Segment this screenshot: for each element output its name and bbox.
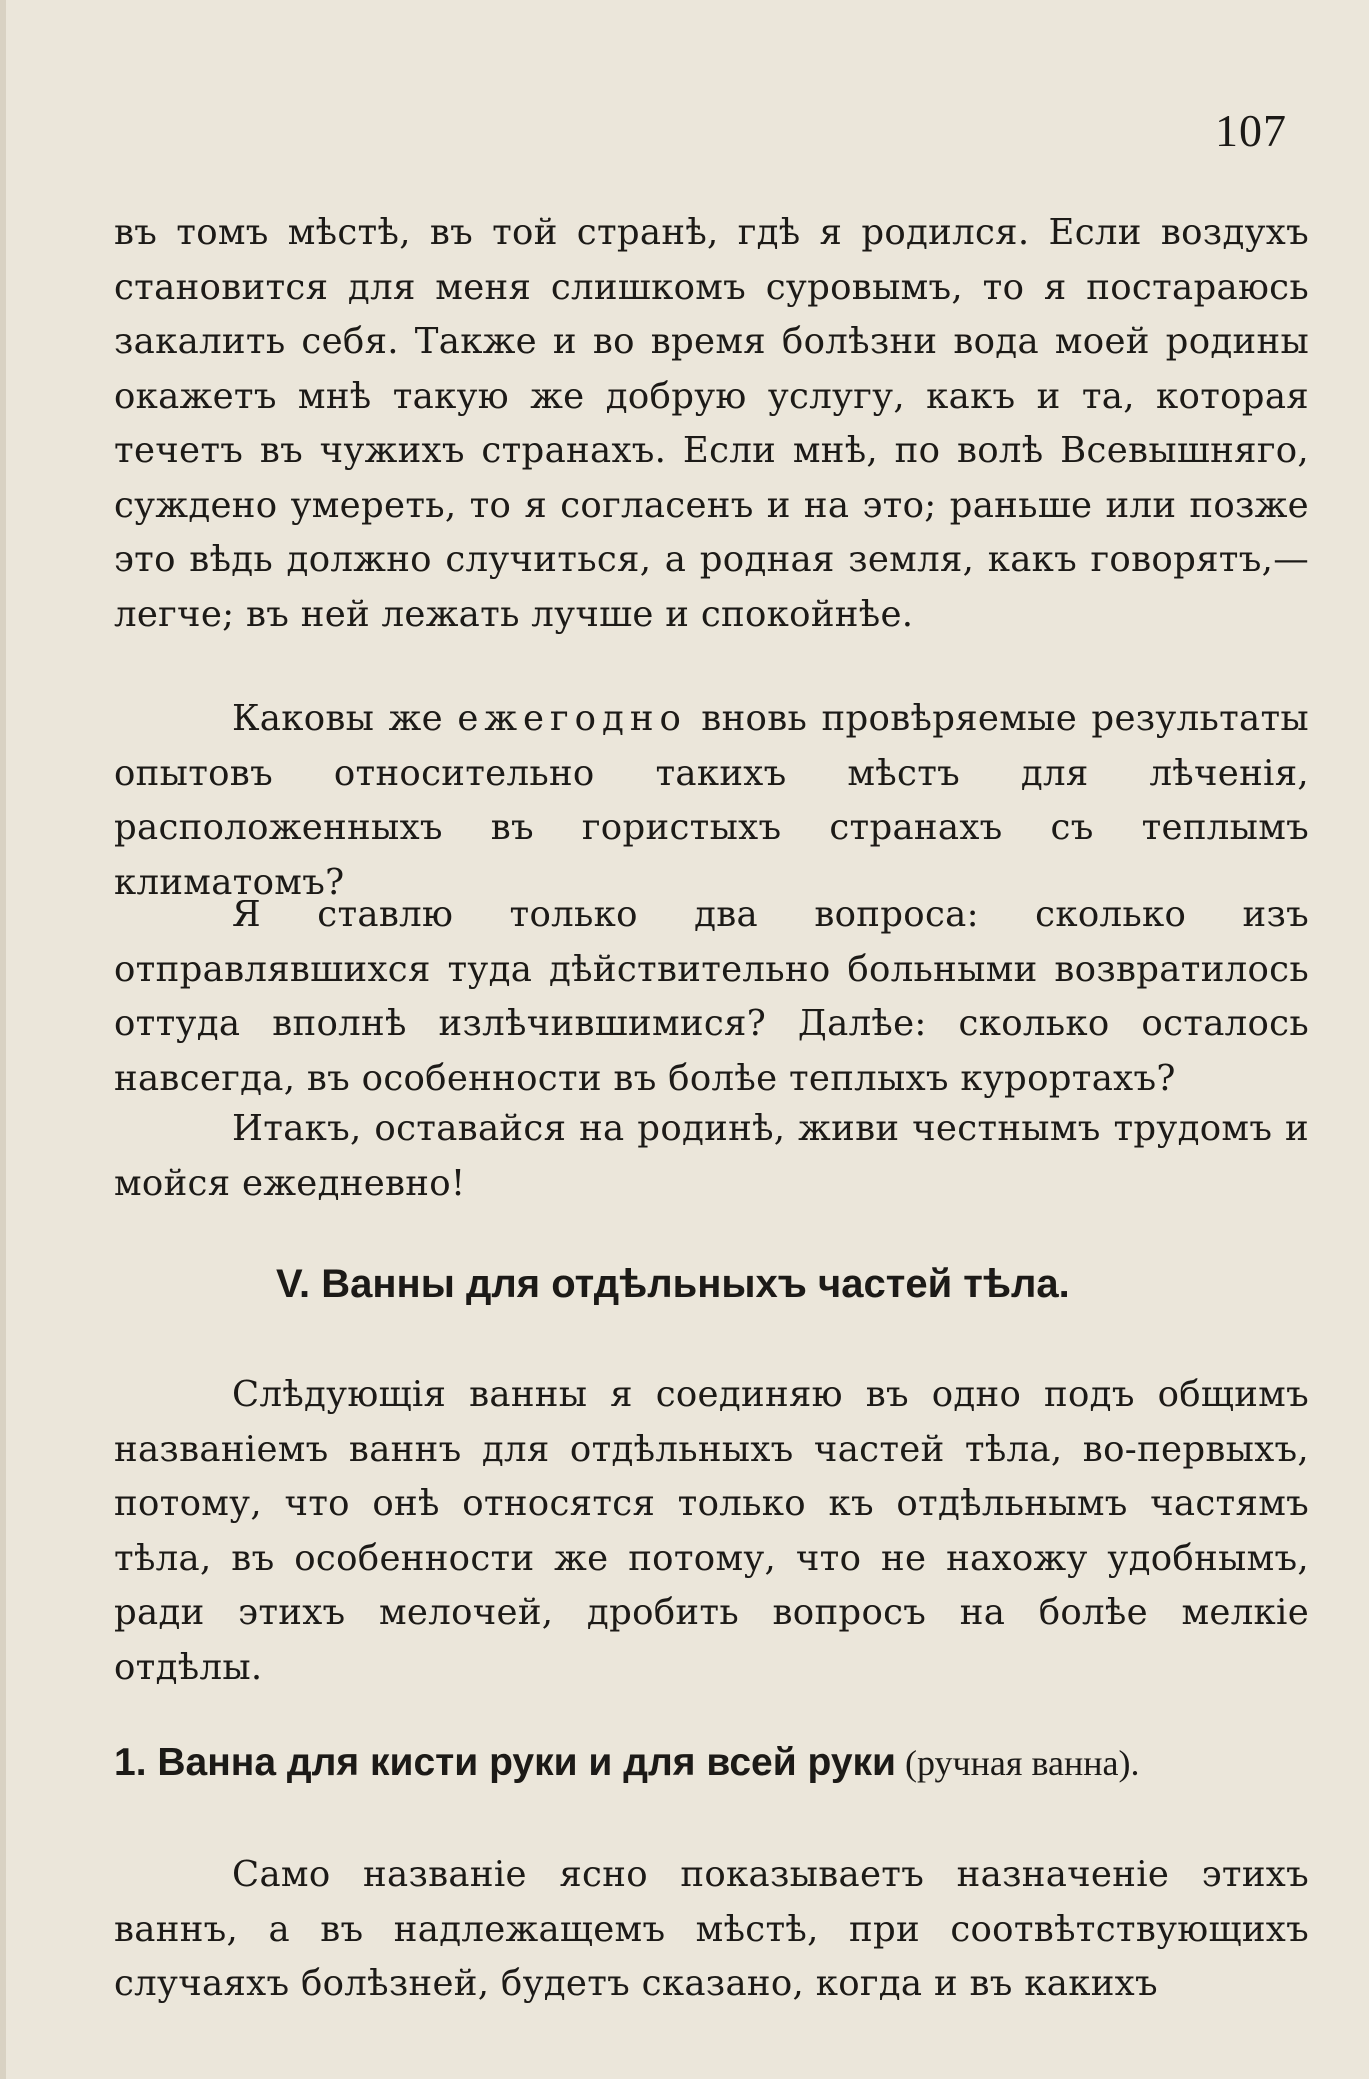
paragraph-text: Итакъ, оставайся на родинѣ, живи честнымъ трудомъ и мойся ежедневно! [114,1108,1309,1204]
paragraph-hand-bath [114,1848,1309,2012]
paragraph-text: въ томъ мѣстѣ, въ той странѣ, гдѣ я родился. Если воздухъ становится для меня слишкомъ суровымъ, то я постараюсь закалить себя. Также и во время болѣзни вода моей родины окажетъ мнѣ такую же добрую услугу, какъ и та, которая течетъ въ чужихъ странахъ. Если мнѣ, по волѣ Всевышняго, суждено умереть, то я согласенъ и на это; раньше или позже это вѣдь должно случиться, а родная земля, какъ говорятъ,—легче; въ ней лежать лучше и спокойнѣе. [114,212,1309,635]
section-heading: V. Ванны для отдѣльныхъ частей тѣла. [276,1262,1070,1306]
paragraph-continuation [114,206,1309,642]
page-number: 107 [1215,105,1287,156]
paragraph-conclusion [114,1102,1309,1211]
subsection-heading [114,1741,1139,1785]
paragraph-two-questions [114,888,1309,1106]
subsection-heading-main: 1. Ванна для кисти руки и для всей руки [114,1741,897,1784]
paragraph-text: Я ставлю только два вопроса: сколько изъ отправлявшихся туда дѣйствительно больными возвратилось оттуда вполнѣ излѣчившимися? Далѣе: сколько осталось навсегда, въ особенности въ болѣе теплыхъ курортахъ? [114,894,1309,1099]
paragraph-section-intro [114,1368,1309,1695]
paragraph-text: Слѣдующія ванны я соединяю въ одно подъ общимъ названіемъ ваннъ для отдѣльныхъ частей тѣла, во-первыхъ, потому, что онѣ относятся только къ отдѣльнымъ частямъ тѣла, въ особенности же потому, что не нахожу удобнымъ, ради этихъ мелочей, дробить вопросъ на болѣе мелкіе отдѣлы. [114,1374,1309,1688]
subsection-heading-parenthetical: (ручная ванна). [896,1743,1140,1783]
paragraph-text-part: Каковы же [232,698,458,739]
paragraph-text-part: вновь провѣряемые результаты опытовъ относительно такихъ мѣстъ для лѣченія, расположенныхъ въ гористыхъ странахъ съ теплымъ климатомъ? [114,698,1309,903]
paragraph-text: Само названіе ясно показываетъ назначеніе этихъ ваннъ, а въ надлежащемъ мѣстѣ, при соотвѣтствующихъ случаяхъ болѣзней, будетъ сказано, когда и въ какихъ [114,1854,1309,2004]
paragraph-results-question [114,692,1309,910]
paragraph-text [114,692,1309,910]
spaced-emphasis: ежегодно [457,698,687,739]
